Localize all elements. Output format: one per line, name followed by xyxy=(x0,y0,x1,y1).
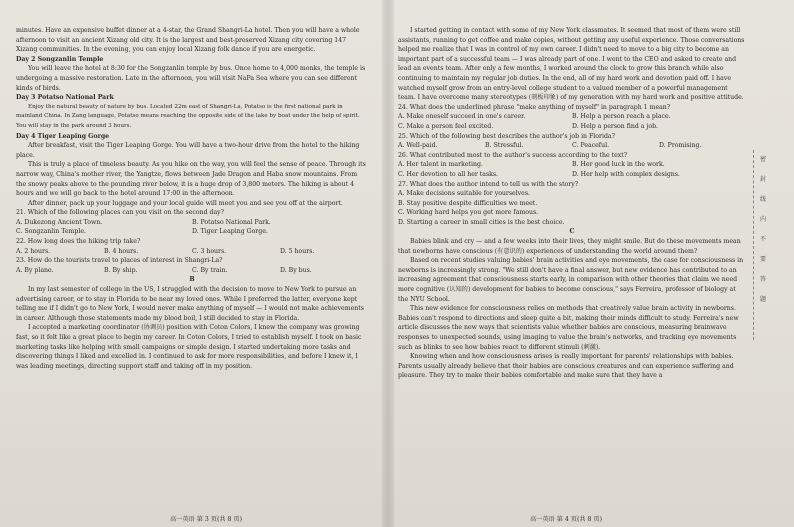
page-4-footer: 高一英语 第 4 页(共 8 页) xyxy=(530,516,603,523)
q26-option-a: A. Her talent in marketing. xyxy=(398,161,483,169)
day2-paragraph: You will leave the hotel at 8:30 for the Songzanlin temple by bus. Once home to 4,000 monks, the temple is undergoing a massive restoration. Late in the afternoon, you will visit NaPa Sea where you can see different kinds of birds. xyxy=(16,65,366,92)
question-21-options xyxy=(16,218,368,228)
q26-option-d: D. Her help with complex designs. xyxy=(572,170,680,178)
page-3-column xyxy=(16,26,368,371)
q23-option-d: D. By bus. xyxy=(280,266,312,274)
binding-mark: 要 xyxy=(759,256,766,263)
passage-b-paragraph-3: I started getting in contact with some of my New York classmates. It seemed that most of them were still assistants, running to get coffee and make copies, without getting any useful experience. Those conversations helped me realize that I was in control of my own career. I didn't need to move to a big city to become an important part of a successful team — I was already part of one. I went to the CEO and asked to create and lead an events team. After only a few months, I worked around the clock to grow this branch while also continuing to maintain my regular job duties. In the end, all of my hard work and devotion paid off. I have watched myself grow from an entry-level college student to a valued member of a powerful management team. I have overcome many stereotypes (刻板印象) of my generation with my hard work and positive attitude. xyxy=(398,27,745,102)
q22-option-c: C. 3 hours. xyxy=(192,247,227,255)
q24-option-d: D. Help a person find a job. xyxy=(572,122,658,130)
page-3-footer: 高一英语 第 3 页(共 8 页) xyxy=(170,516,243,523)
question-25-options xyxy=(398,141,746,151)
question-27: 27. What does the author intend to tell us with the story? xyxy=(398,180,579,188)
passage-b-paragraph-1: In my last semester of college in the US, I struggled with the decision to move to New York to pursue an advertising career, or to stay in Florida to be near my loved ones. While I preferred the latter, everyone kept telling me if I didn't go to New York, I would never make anything of myself — I would not make achievements in career. Although those statements made my blood boil, I still decided to stay in Florida. xyxy=(16,286,364,322)
binding-mark: 线 xyxy=(759,196,766,203)
q24-option-c: C. Make a person feel excited. xyxy=(398,122,494,130)
question-26-options xyxy=(398,160,746,170)
q23-option-b: B. By ship. xyxy=(104,266,138,274)
question-22-options xyxy=(16,247,368,257)
q24-option-b: B. Help a person reach a place. xyxy=(572,113,671,121)
question-25: 25. Which of the following best describes the author's job in Florida? xyxy=(398,132,615,140)
q27-option-a: A. Make decisions suitable for yourselves. xyxy=(398,190,530,198)
binding-mark: 不 xyxy=(759,236,766,243)
binding-mark: 密 xyxy=(759,156,766,163)
passage-c-paragraph-4: Knowing when and how consciousness arises is really important for parents' relationships with babies. Parents usually already believe that their babies are conscious creatures and can experience suffering and pleasure. They try to make their babies comfortable and make sure that they have a xyxy=(398,353,734,380)
section-b-heading: B xyxy=(189,276,195,284)
question-22: 22. How long does the hiking trip take? xyxy=(16,238,141,246)
q23-option-c: C. By train. xyxy=(192,266,228,274)
q21-option-b: B. Potatso National Park. xyxy=(192,218,271,226)
q23-option-a: A. By plane. xyxy=(16,266,54,274)
question-24-options-2 xyxy=(398,122,746,132)
question-23: 23. How do the tourists travel to places of interest in Shangri-La? xyxy=(16,257,223,265)
q25-option-a: A. Well-paid. xyxy=(398,142,438,150)
binding-mark: 封 xyxy=(759,176,766,183)
question-24-options xyxy=(398,112,746,122)
binding-line xyxy=(753,150,772,340)
q25-option-c: C. Peaceful. xyxy=(572,142,610,150)
day2-heading: Day 2 Songzanlin Temple xyxy=(16,55,104,63)
passage-c-paragraph-2: Based on recent studies valuing babies' brain activities and eye movements, the case for consciousness in newborns is increasingly strong. "We still don't have a final answer, but new evidence has contributed to an increasing agreement that consciousness starts early, in comparison with other theories that claim we need more cognitive (认知的) development for babies to become conscious," says Ferreira, professor of biology at the NYU School. xyxy=(398,257,744,303)
q26-option-c: C. Her devotion to all her tasks. xyxy=(398,170,499,178)
day4-paragraph-2: This is truly a place of timeless beauty. As you hike on the way, you will feel the sense of peace. Through its narrow way, China's mother river, the Yangtze, flows between Jade Dragon and Haba snow mountains. From the snowy peaks above to the pounding river below, it is a huge drop of 3,800 meters. The hiking is about 4 hours and we will go back to the hotel around 17:00 in the afternoon. xyxy=(16,161,366,198)
passage-b-paragraph-2: I accepted a marketing coordinator (协调员) position with Coton Colors, I knew the company was growing fast, so it felt like a great place to begin my career. In Coton Colors, I tried to establish myself. I took on basic marketing tasks like helping with small campaigns or simple design. I started undertaking more tasks and discovering things I liked and excelled in. I continued to ask for more responsibilities, and before I knew it, I was leading meetings, directing support staff and taking off in my position. xyxy=(16,324,362,370)
q22-option-d: D. 5 hours. xyxy=(280,247,315,255)
q26-option-b: B. Her good luck in the work. xyxy=(572,161,665,169)
question-26-options-2 xyxy=(398,170,746,180)
intro-paragraph: minutes. Have an expensive buffet dinner at a 4-star, the Grand Shangri-La hotel. Then you will have a whole afternoon to visit an ancient Xizang old city. It is the largest and best-preserved Xizang city covering 147 Xizang communities. In the evening, you can enjoy local Xizang folk dance if you are energetic. xyxy=(16,27,360,54)
binding-mark: 题 xyxy=(759,296,766,303)
day4-paragraph-1: After breakfast, visit the Tiger Leaping Gorge. You will have a two-hour drive from the hotel to the hiking place. xyxy=(16,142,360,159)
day3-paragraph: Enjoy the natural beauty of nature by bus. Located 22m east of Shangri-La, Potatso is the first national park in mainland China. In Zang language, Potatso means reaching the opposite side of the lake by boat under the help of spirit. You will stay in the park around 3 hours. xyxy=(16,103,360,129)
q25-option-d: D. Promising. xyxy=(659,142,702,150)
question-21: 21. Which of the following places can you visit on the second day? xyxy=(16,209,224,217)
day4-paragraph-3: After dinner, pack up your luggage and your local guide will meet you and see you off at the airport. xyxy=(28,199,343,207)
q21-option-d: D. Tiger Leaping Gorge. xyxy=(192,228,268,236)
passage-c-paragraph-1: Babies blink and cry — and a few weeks into their lives, they might smile. But do these movements mean that newborns have conscious (有意识的) experiences of understanding the world around them? xyxy=(398,238,741,255)
question-26: 26. What contributed most to the author's success according to the text? xyxy=(398,151,628,159)
day3-heading: Day 3 Potatso National Park xyxy=(16,94,114,102)
q27-option-b: B. Stay positive despite difficulties we meet. xyxy=(398,199,538,207)
question-21-options-2 xyxy=(16,227,368,237)
q27-option-d: D. Starting a career in small cities is the best choice. xyxy=(398,218,565,226)
page-4-column xyxy=(398,26,746,381)
q24-option-a: A. Make oneself succeed in one's career. xyxy=(398,113,526,121)
q25-option-b: B. Stressful. xyxy=(485,142,524,150)
question-23-options xyxy=(16,266,368,276)
q22-option-b: B. 4 hours. xyxy=(104,247,139,255)
page-spine xyxy=(382,0,394,527)
binding-mark: 内 xyxy=(759,216,766,223)
passage-c-paragraph-3: This new evidence for consciousness relies on methods that creatively value brain activity in newborns. Babies can't respond to directions and sleep quite a bit, making their minds difficult to study. Ferreira's new article discusses the new ways that scientists value whether babies are conscious, measuring brainwave responses to unexpected sounds, using imaging to value the brain's networks, and tracking eye movements such as blinks to see how babies react to different stimuli (刺激). xyxy=(398,305,739,351)
day4-heading: Day 4 Tiger Leaping Gorge xyxy=(16,132,110,140)
q27-option-c: C. Working hard helps you get more famous. xyxy=(398,209,539,217)
q21-option-a: A. Dukezong Ancient Town. xyxy=(16,218,103,226)
question-24: 24. What does the underlined phrase "make anything of myself" in paragraph 1 mean? xyxy=(398,103,671,111)
q22-option-a: A. 2 hours. xyxy=(16,247,51,255)
q21-option-c: C. Songzanlin Temple. xyxy=(16,228,86,236)
binding-mark: 答 xyxy=(759,276,766,283)
section-c-heading: C xyxy=(569,228,575,236)
